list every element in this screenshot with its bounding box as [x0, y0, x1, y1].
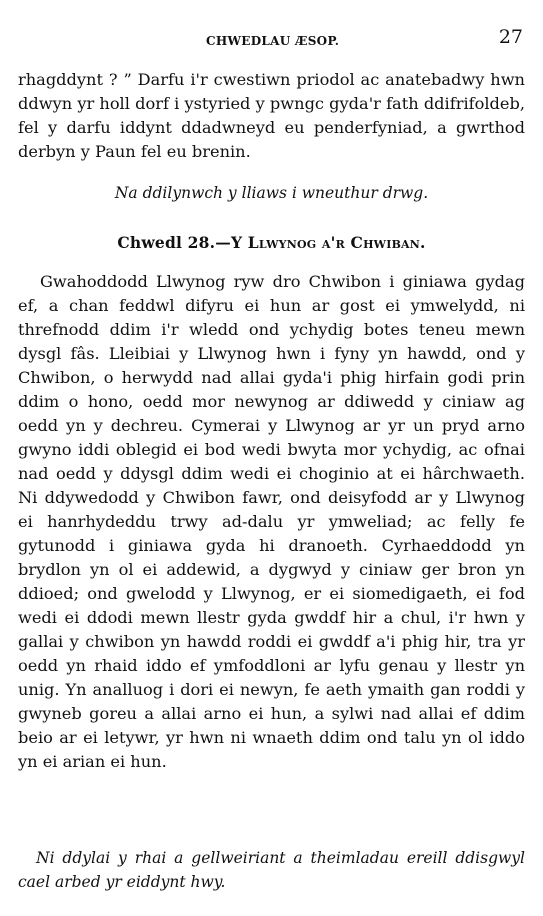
fable-28-title-name: Y Llwynog a'r Chwiban. [230, 233, 426, 252]
running-head: CHWEDLAU ÆSOP. [206, 34, 340, 48]
page-header [0, 26, 543, 56]
fable-28-paragraph: Gwahoddodd Llwynog ryw dro Chwibon i giniawa gydag ef, a chan feddwl difyru ei hun ar gost ei ymwelydd, ni threfnodd ddim i'r wledd ond ychydig botes teneu mewn dysgl fâs. Lleibiai y Llwynog hwn i fyny yn hawdd, ond y Chwibon, o herwydd nad allai gyda'i phig hirfain godi prin ddim o hono, oedd mor newynog ar ddiwedd y ciniaw ag oedd yn y dechreu. Cymerai y Llwynog ar yr un pryd arno gwyno iddi oblegid ei bod wedi bwyta mor ychydig, ac ofnai nad oedd y ddysgl ddim wedi ei choginio at ei hârchwaeth. Ni ddywedodd y Chwibon fawr, ond deisyfodd ar y Llwynog ei hanrhydeddu trwy ad-dalu yr ymweliad; ac felly fe gytunodd i giniawa gyda hi dranoeth. Cyrhaeddodd yn brydlon yn ol ei addewid, a dygwyd y ciniaw ger bron yn ddioed; ond gwelodd y Llwynog, er ei siomedigaeth, ei fod wedi ei ddodi mewn llestr gyda gwddf hir a chul, i'r hwn y gallai y chwibon yn hawdd roddi ei gwddf a'i phig hir, tra yr oedd yn rhaid iddo ef ymfoddloni ar lyfu genau y llestr yn unig. Yn analluog i dori ei newyn, fe aeth ymaith gan roddi y gwyneb goreu a allai arno ei hun, a sylwi nad allai ef ddim beio ar ei letywr, yr hwn ni wnaeth ddim ond talu yn ol iddo yn ei arian ei hun. [18, 272, 525, 771]
fable-28-moral: Ni ddylai y rhai a gellweiriant a theimladau ereill ddisgwyl cael arbed yr eiddynt hwy. [18, 849, 525, 891]
fable-28-title-prefix: Chwedl 28.— [117, 233, 231, 252]
fable-28-title [18, 233, 525, 252]
fable-27-closing-paragraph: rhagddynt ? ” Darfu i'r cwestiwn priodol ac anatebadwy hwn ddwyn yr holl dorf i ystyried y pwngc gyda'r fath ddifrifoldeb, fel y darfu iddynt ddadwneyd eu penderfyniad, a gwrthod derbyn y Paun fel eu brenin. [18, 70, 525, 161]
page-number: 27 [498, 26, 523, 48]
fable-27-moral: Na ddilynwch y lliaws i wneuthur drwg. [114, 184, 429, 202]
